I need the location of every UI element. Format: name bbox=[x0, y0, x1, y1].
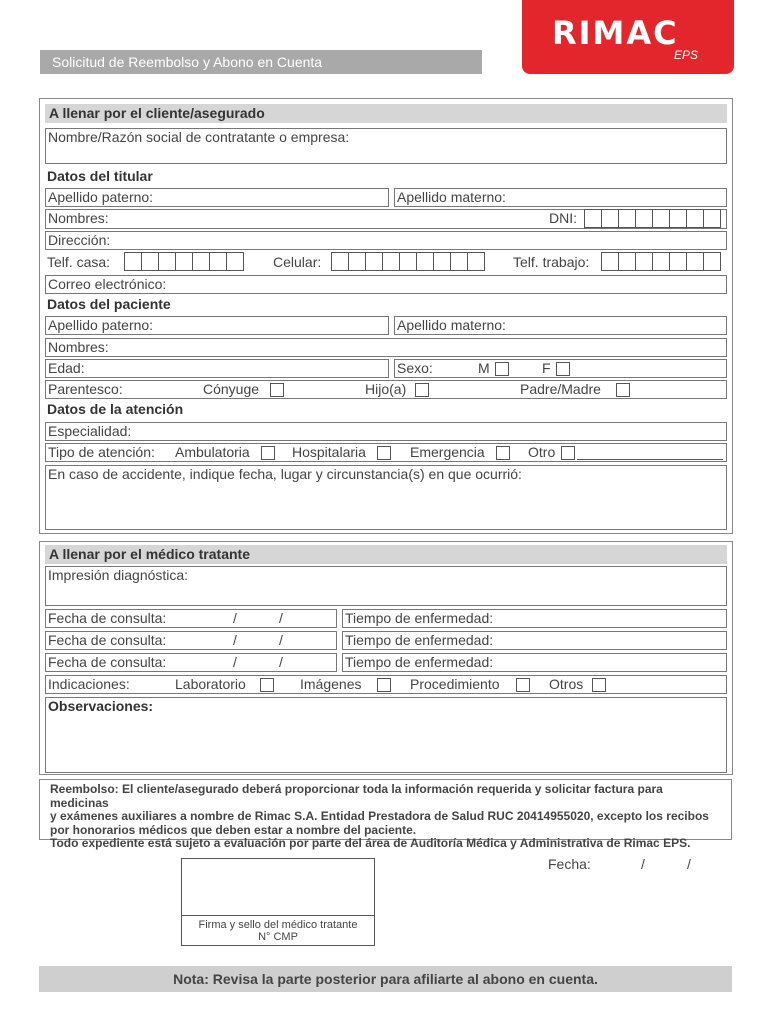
otros-checkbox[interactable] bbox=[592, 678, 606, 692]
patient-heading: Datos del paciente bbox=[47, 296, 171, 312]
attention-heading: Datos de la atención bbox=[47, 401, 184, 417]
especialidad-field[interactable]: Especialidad: bbox=[45, 422, 727, 441]
celular-label: Celular: bbox=[273, 254, 322, 270]
telf-trabajo-boxes[interactable] bbox=[601, 252, 720, 271]
patient-edad-field[interactable]: Edad: bbox=[45, 359, 389, 378]
sexo-m-checkbox[interactable] bbox=[495, 362, 509, 376]
fecha-consulta-2-field[interactable] bbox=[45, 631, 337, 650]
company-field[interactable]: Nombre/Razón social de contratante o empresa: bbox=[45, 128, 727, 164]
reembolso-note bbox=[39, 779, 732, 850]
otro-checkbox[interactable] bbox=[561, 446, 575, 460]
patient-ap-paterno-field[interactable]: Apellido paterno: bbox=[45, 316, 389, 335]
dni-boxes[interactable] bbox=[584, 209, 720, 228]
hospitalaria-label: Hospitalaria bbox=[292, 444, 366, 460]
sexo-m-label: M bbox=[478, 360, 490, 376]
conyuge-label: Cónyuge bbox=[203, 381, 260, 397]
fecha-consulta-1-label: Fecha de consulta: bbox=[48, 610, 167, 626]
hijo-checkbox[interactable] bbox=[415, 383, 429, 397]
impresion-field[interactable]: Impresión diagnóstica: bbox=[45, 566, 727, 606]
tiempo-1-field[interactable]: Tiempo de enfermedad: bbox=[342, 609, 727, 628]
signature-label-text: Firma y sello del médico tratante bbox=[198, 919, 358, 931]
sexo-f-label: F bbox=[542, 360, 551, 376]
fecha-consulta-3-field[interactable] bbox=[45, 653, 337, 672]
fecha-slash-b: / bbox=[687, 856, 691, 872]
holder-ap-materno-field[interactable]: Apellido materno: bbox=[394, 188, 727, 207]
fecha-consulta-2-label: Fecha de consulta: bbox=[48, 632, 167, 648]
fecha-consulta-3-label: Fecha de consulta: bbox=[48, 654, 167, 670]
dni-label: DNI: bbox=[549, 210, 577, 226]
otro-line[interactable] bbox=[577, 459, 723, 460]
fecha-1-slash-a: / bbox=[233, 610, 237, 626]
procedimiento-checkbox[interactable] bbox=[516, 678, 530, 692]
correo-field[interactable]: Correo electrónico: bbox=[45, 275, 727, 294]
laboratorio-checkbox[interactable] bbox=[260, 678, 274, 692]
fecha-consulta-1-field[interactable] bbox=[45, 609, 337, 628]
fecha-3-slash-b: / bbox=[279, 654, 283, 670]
note-line-2: y exámenes auxiliares a nombre de Rimac S.A. Entidad Prestadora de Salud RUC 20414955020, excepto los recibos bbox=[50, 809, 709, 823]
tipo-atencion-label: Tipo de atención: bbox=[48, 444, 155, 460]
note-line-1: Reembolso: El cliente/asegurado deberá proporcionar toda la información requerida y solicitar factura para medicinas bbox=[50, 782, 663, 810]
signature-box[interactable] bbox=[181, 858, 375, 946]
emergencia-label: Emergencia bbox=[410, 444, 485, 460]
hijo-label: Hijo(a) bbox=[365, 381, 407, 397]
fecha-3-slash-a: / bbox=[233, 654, 237, 670]
celular-boxes[interactable] bbox=[331, 252, 484, 271]
telf-casa-boxes[interactable] bbox=[124, 252, 243, 271]
logo-text: RIMAC bbox=[552, 14, 679, 52]
observaciones-field[interactable] bbox=[45, 697, 727, 773]
indicaciones-label: Indicaciones: bbox=[48, 676, 130, 692]
client-section-heading: A llenar por el cliente/asegurado bbox=[45, 104, 727, 123]
logo-sub: EPS bbox=[673, 48, 698, 62]
form-title: Solicitud de Reembolso y Abono en Cuenta bbox=[40, 50, 482, 74]
padre-checkbox[interactable] bbox=[616, 383, 630, 397]
note-line-4: Todo expediente está sujeto a evaluación por parte del área de Auditoría Médica y Administrativa de Rimac EPS. bbox=[50, 836, 691, 850]
telf-trabajo-label: Telf. trabajo: bbox=[513, 254, 590, 270]
fecha-1-slash-b: / bbox=[279, 610, 283, 626]
padre-label: Padre/Madre bbox=[520, 381, 601, 397]
fecha-2-slash-a: / bbox=[233, 632, 237, 648]
sexo-label: Sexo: bbox=[397, 360, 433, 376]
tiempo-2-field[interactable]: Tiempo de enfermedad: bbox=[342, 631, 727, 650]
rimac-logo bbox=[522, 0, 734, 74]
fecha-slash-a: / bbox=[641, 856, 645, 872]
laboratorio-label: Laboratorio bbox=[175, 676, 246, 692]
note-line-3: por honorarios médicos que deben estar a nombre del paciente. bbox=[50, 822, 417, 837]
holder-heading: Datos del titular bbox=[47, 168, 153, 184]
holder-direccion-field[interactable]: Dirección: bbox=[45, 231, 727, 250]
observaciones-label: Observaciones: bbox=[48, 698, 154, 714]
otros-label: Otros bbox=[549, 676, 584, 692]
doctor-section-heading: A llenar por el médico tratante bbox=[45, 545, 727, 564]
conyuge-checkbox[interactable] bbox=[270, 383, 284, 397]
imagenes-label: Imágenes bbox=[300, 676, 362, 692]
signature-label bbox=[182, 915, 374, 945]
holder-nombres-field[interactable]: Nombres: bbox=[45, 209, 727, 229]
fecha-2-slash-b: / bbox=[279, 632, 283, 648]
doctor-section bbox=[39, 541, 733, 775]
telf-casa-label: Telf. casa: bbox=[47, 254, 111, 270]
patient-nombres-field[interactable]: Nombres: bbox=[45, 338, 727, 357]
ambulatoria-label: Ambulatoria bbox=[175, 444, 250, 460]
client-section bbox=[39, 98, 733, 534]
otro-label: Otro bbox=[528, 444, 556, 460]
holder-ap-paterno-field[interactable]: Apellido paterno: bbox=[45, 188, 389, 207]
emergencia-checkbox[interactable] bbox=[496, 446, 510, 460]
ambulatoria-checkbox[interactable] bbox=[261, 446, 275, 460]
accidente-field[interactable]: En caso de accidente, indique fecha, lugar y circunstancia(s) en que ocurrió: bbox=[45, 465, 727, 530]
parentesco-label: Parentesco: bbox=[48, 381, 123, 397]
footer-note: Nota: Revisa la parte posterior para afiliarte al abono en cuenta. bbox=[39, 966, 732, 992]
fecha-label: Fecha: bbox=[548, 856, 591, 872]
hospitalaria-checkbox[interactable] bbox=[377, 446, 391, 460]
patient-ap-materno-field[interactable]: Apellido materno: bbox=[394, 316, 727, 335]
procedimiento-label: Procedimiento bbox=[410, 676, 500, 692]
sexo-f-checkbox[interactable] bbox=[556, 362, 570, 376]
tiempo-3-field[interactable]: Tiempo de enfermedad: bbox=[342, 653, 727, 672]
imagenes-checkbox[interactable] bbox=[377, 678, 391, 692]
cmp-label: N° CMP bbox=[258, 931, 298, 943]
